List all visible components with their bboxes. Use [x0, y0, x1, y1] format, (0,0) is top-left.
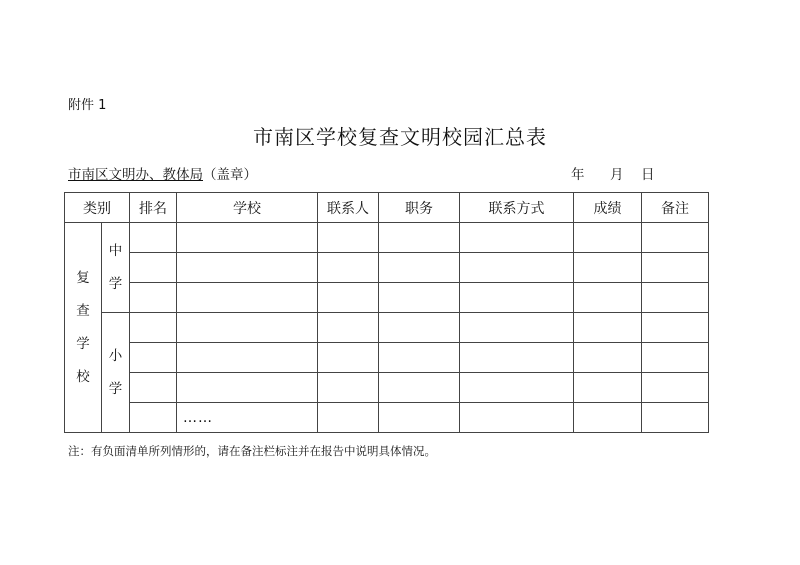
cell-contact-person[interactable] [318, 283, 379, 313]
cell-position[interactable] [379, 343, 460, 373]
cell-rank[interactable] [130, 343, 177, 373]
issuer-line [68, 163, 257, 183]
cell-score[interactable] [574, 373, 642, 403]
cell-rank[interactable] [130, 253, 177, 283]
cell-position[interactable] [379, 403, 460, 433]
subcategory-middle-school: 中 学 [102, 223, 130, 313]
date-day: 日 [641, 167, 655, 183]
cell-position[interactable] [379, 223, 460, 253]
cell-contact-info[interactable] [460, 313, 574, 343]
header-category: 类别 [65, 193, 130, 223]
cell-contact-info[interactable] [460, 283, 574, 313]
cell-remarks[interactable] [642, 283, 709, 313]
cell-contact-info[interactable] [460, 343, 574, 373]
cell-remarks[interactable] [642, 403, 709, 433]
table-row [65, 223, 709, 253]
footnote: 注：有负面清单所列情形的，请在备注栏标注并在报告中说明具体情况。 [68, 444, 436, 458]
cell-school[interactable] [177, 223, 318, 253]
cell-school-ellipsis: …… [177, 403, 318, 433]
cell-contact-info[interactable] [460, 223, 574, 253]
cell-contact-person[interactable] [318, 343, 379, 373]
cell-rank[interactable] [130, 223, 177, 253]
cell-score[interactable] [574, 223, 642, 253]
subcategory-primary-school: 小 学 [102, 313, 130, 433]
page-title: 市南区学校复查文明校园汇总表 [253, 125, 547, 149]
cell-school[interactable] [177, 253, 318, 283]
cell-remarks[interactable] [642, 313, 709, 343]
cell-score[interactable] [574, 343, 642, 373]
issuer-seal-note: （盖章） [203, 167, 257, 183]
issuer-name: 市南区文明办、教体局 [68, 167, 203, 183]
cell-position[interactable] [379, 283, 460, 313]
cell-contact-person[interactable] [318, 403, 379, 433]
cell-contact-person[interactable] [318, 373, 379, 403]
header-position: 职务 [379, 193, 460, 223]
cell-contact-person[interactable] [318, 313, 379, 343]
cell-remarks[interactable] [642, 373, 709, 403]
cell-remarks[interactable] [642, 223, 709, 253]
table-row [65, 403, 709, 433]
cell-remarks[interactable] [642, 343, 709, 373]
header-contact-person: 联系人 [318, 193, 379, 223]
table-header-row [65, 193, 709, 223]
header-contact-info: 联系方式 [460, 193, 574, 223]
table-row [65, 313, 709, 343]
cell-score[interactable] [574, 283, 642, 313]
category-review-schools: 复 查 学 校 [65, 223, 102, 433]
cell-rank[interactable] [130, 403, 177, 433]
date-month: 月 [610, 167, 624, 183]
summary-table [64, 192, 709, 433]
table-row [65, 253, 709, 283]
cell-school[interactable] [177, 373, 318, 403]
table-row [65, 343, 709, 373]
cell-position[interactable] [379, 313, 460, 343]
header-rank: 排名 [130, 193, 177, 223]
cell-score[interactable] [574, 253, 642, 283]
cell-contact-info[interactable] [460, 403, 574, 433]
cell-contact-info[interactable] [460, 373, 574, 403]
table-row [65, 373, 709, 403]
cell-score[interactable] [574, 313, 642, 343]
cell-school[interactable] [177, 313, 318, 343]
header-remarks: 备注 [642, 193, 709, 223]
cell-rank[interactable] [130, 283, 177, 313]
cell-position[interactable] [379, 373, 460, 403]
cell-score[interactable] [574, 403, 642, 433]
attachment-label: 附件 1 [68, 98, 107, 113]
table-row [65, 283, 709, 313]
cell-rank[interactable] [130, 373, 177, 403]
cell-school[interactable] [177, 283, 318, 313]
date-year: 年 [571, 167, 585, 183]
cell-contact-info[interactable] [460, 253, 574, 283]
header-score: 成绩 [574, 193, 642, 223]
cell-contact-person[interactable] [318, 223, 379, 253]
cell-rank[interactable] [130, 313, 177, 343]
cell-school[interactable] [177, 343, 318, 373]
cell-contact-person[interactable] [318, 253, 379, 283]
cell-position[interactable] [379, 253, 460, 283]
cell-remarks[interactable] [642, 253, 709, 283]
header-school: 学校 [177, 193, 318, 223]
